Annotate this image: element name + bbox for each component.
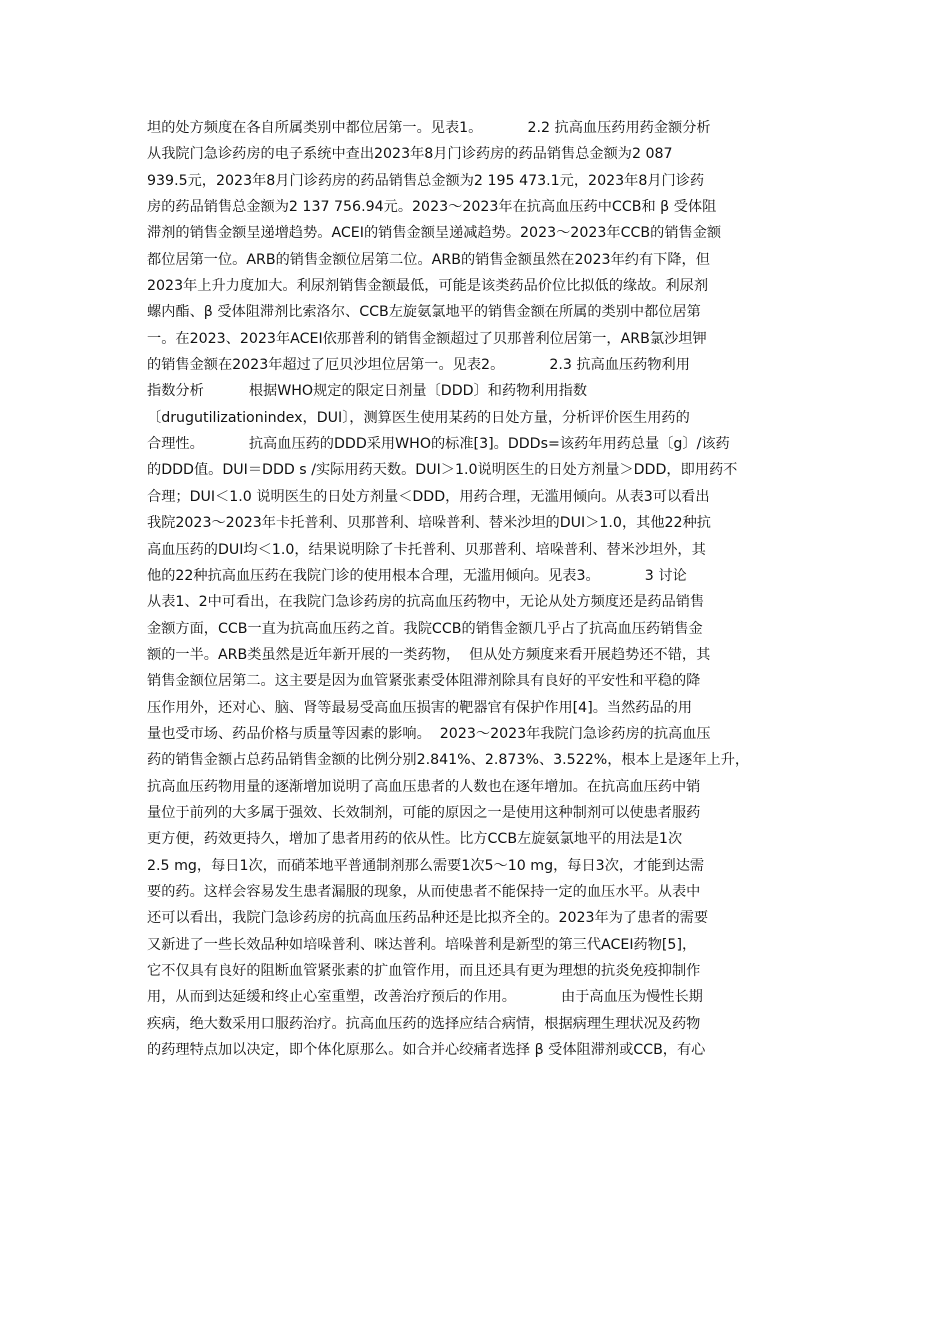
text-line: 金额方面，CCB一直为抗高血压药之首。我院CCB的销售金额几乎占了抗高血压药销售金 (147, 620, 703, 637)
text-line: 更方便，药效更持久，增加了患者用药的依从性。比方CCB左旋氨氯地平的用法是1次 (147, 831, 683, 848)
text-line: 合理性。 抗高血压药的DDD采用WHO的标准[3]。DDDs=该药年用药总量〔g〕/该药 (147, 436, 730, 453)
text-line: 他的22种抗高血压药在我院门诊的使用根本合理，无滥用倾向。见表3。 3 讨论 (147, 567, 687, 584)
text-line: 2023年上升力度加大。利尿剂销售金额最低，可能是该类药品价位比拟低的缘故。利尿剂 (147, 278, 709, 295)
text-line: 量位于前列的大多属于强效、长效制剂，可能的原因之一是使用这种制剂可以使患者服药 (147, 804, 701, 821)
body-text (147, 115, 807, 1063)
text-line: 量也受市场、药品价格与质量等因素的影响。 2023～2023年我院门急诊药房的抗高血压 (147, 725, 711, 742)
text-line: 的药理特点加以决定，即个体化原那么。如合并心绞痛者选择 β 受体阻滞剂或CCB，有心 (147, 1042, 706, 1059)
text-line: 高血压药的DUI均＜1.0，结果说明除了卡托普利、贝那普利、培哚普利、替米沙坦外，其 (147, 541, 706, 558)
text-line: 滞剂的销售金额呈递增趋势。ACEI的销售金额呈递减趋势。2023～2023年CCB的销售金额 (147, 225, 722, 242)
text-line: 坦的处方频度在各自所属类别中都位居第一。见表1。 2.2 抗高血压药用药金额分析 (147, 120, 711, 136)
text-line: 我院2023～2023年卡托普利、贝那普利、培哚普利、替米沙坦的DUI＞1.0，其他22种抗 (147, 515, 711, 532)
text-line: 〔drugutilizationindex，DUI〕，测算医生使用某药的日处方量，分析评价医生用药的 (147, 409, 690, 426)
text-line: 额的一半。ARB类虽然是近年新开展的一类药物， 但从处方频度来看开展趋势还不错，其 (147, 646, 711, 663)
text-line: 疾病，绝大数采用口服药治疗。抗高血压药的选择应结合病情，根据病理生理状况及药物 (147, 1015, 701, 1032)
text-line: 939.5元，2023年8月门诊药房的药品销售总金额为2 195 473.1元，2023年8月门诊药 (147, 172, 705, 189)
text-line: 指数分析 根据WHO规定的限定日剂量〔DDD〕和药物利用指数 (147, 383, 588, 400)
text-line: 还可以看出，我院门急诊药房的抗高血压药品种还是比拟齐全的。2023年为了患者的需要 (147, 910, 709, 927)
text-line: 的销售金额在2023年超过了厄贝沙坦位居第一。见表2。 2.3 抗高血压药物利用 (147, 357, 690, 374)
text-line: 房的药品销售总金额为2 137 756.94元。2023～2023年在抗高血压药中CCB和 β 受体阻 (147, 199, 717, 216)
text-line: 它不仅具有良好的阻断血管紧张素的扩血管作用，而且还具有更为理想的抗炎免疫抑制作 (147, 963, 701, 979)
text-line: 要的药。这样会容易发生患者漏服的现象，从而使患者不能保持一定的血压水平。从表中 (147, 883, 701, 900)
text-line: 抗高血压药物用量的逐渐增加说明了高血压患者的人数也在逐年增加。在抗高血压药中销 (147, 778, 701, 795)
text-line: 2.5 mg，每日1次，而硝苯地平普通制剂那么需要1次5～10 mg，每日3次，才能到达需 (147, 857, 705, 874)
text-line: 螺内酯、β 受体阻滞剂比索洛尔、CCB左旋氨氯地平的销售金额在所属的类别中都位居第 (147, 304, 701, 321)
text-line: 的DDD值。DUI＝DDD s /实际用药天数。DUI＞1.0说明医生的日处方剂量＞DDD，即用药不 (147, 462, 738, 479)
text-line: 压作用外，还对心、脑、肾等最易受高血压损害的靶器官有保护作用[4]。当然药品的用 (147, 699, 693, 716)
text-line: 从我院门急诊药房的电子系统中查出2023年8月门诊药房的药品销售总金额为2 087 (147, 146, 673, 163)
text-line: 合理；DUI＜1.0 说明医生的日处方剂量＜DDD，用药合理，无滥用倾向。从表3可以看出 (147, 488, 710, 505)
text-line: 从表1、2中可看出，在我院门急诊药房的抗高血压药物中，无论从处方频度还是药品销售 (147, 594, 705, 611)
text-line: 药的销售金额占总药品销售金额的比例分别2.841%、2.873%、3.522%，根本上是逐年上升， (147, 752, 750, 769)
text-line: 又新进了一些长效品种如培哚普利、咪达普利。培哚普利是新型的第三代ACEI药物[5]， (147, 936, 697, 953)
text-line: 用，从而到达延缓和终止心室重塑，改善治疗预后的作用。 由于高血压为慢性长期 (147, 989, 703, 1006)
text-line: 一。在2023、2023年ACEI依那普利的销售金额超过了贝那普利位居第一，ARB氯沙坦钾 (147, 330, 707, 347)
text-line: 销售金额位居第二。这主要是因为血管紧张素受体阻滞剂除具有良好的平安性和平稳的降 (147, 673, 701, 690)
text-line: 都位居第一位。ARB的销售金额位居第二位。ARB的销售金额虽然在2023年约有下降，但 (147, 251, 710, 268)
